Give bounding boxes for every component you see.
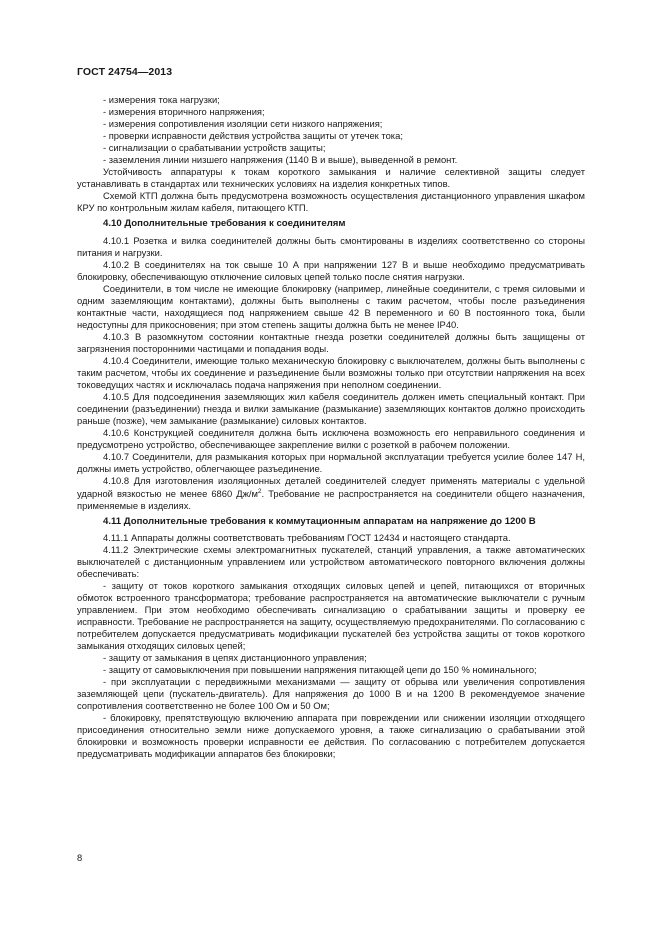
paragraph-remote-circuit-protection: - защиту от замыкания в цепях дистанционного управления; [103,652,367,664]
document-header: ГОСТ 24754—2013 [77,66,173,78]
paragraph-4-10-5: 4.10.5 Для подсоединения заземляющих жил кабеля соединитель должен иметь специальный контакт. При соединении (разъединении) гнезда и вилки замыкание (размыкание) заземляющих контактов должно происходить раньше (позже), чем замыкание (размыкание) силовых контактов. [77,391,585,427]
list-item-secondary-voltage: - измерения вторичного напряжения; [103,106,265,118]
paragraph-stability: Устойчивость аппаратуры к токам короткого замыкания и наличие селективной защиты следует устанавливать в стандартах или технических условиях на изделия конкретных типов. [77,166,585,190]
list-item-insulation-resistance: - измерения сопротивления изоляции сети низкого напряжения; [103,118,383,130]
page-number: 8 [77,852,83,863]
paragraph-interlock: - блокировку, препятствующую включению аппарата при повреждении или снижении изоляции отходящего присоединения относительно земли ниже допускаемого уровня, а также сигнализацию о срабатывании этой блокировки и возможность проверки исправности ее действия. По согласованию с потребителем допускается предусматривать модификации аппаратов без блокировки; [77,712,585,760]
list-item-leakage-protection: - проверки исправности действия устройства защиты от утечек тока; [103,130,403,142]
paragraph-4-10-6: 4.10.6 Конструкцией соединителя должна быть исключена возможность его неправильного соединения и предусмотрено устройство, обеспечивающее закрепление вилки с розеткой в рабочем положении. [77,427,585,451]
paragraph-4-10-8 [77,475,585,511]
paragraph-4-11-1: 4.11.1 Аппараты должны соответствовать требованиям ГОСТ 12434 и настоящего стандарта. [103,531,511,543]
paragraph-short-circuit-protection: - защиту от токов короткого замыкания отходящих силовых цепей и цепей, питающихся от вторичных обмоток встроенного трансформатора; требование распространяется на автоматические выключатели с ручным управлением. При этом необходимо обеспечивать сигнализацию о срабатывании защиты и проверку ее исправности. Требование не распространяется на защиту, осуществляемую предохранителями. По согласованию с потребителем допускается предусматривать модификации пускателей без устройства защиты от токов короткого замыкания отходящих силовых цепей; [77,579,585,652]
list-item-grounding: - заземления линии низшего напряжения (1140 В и выше), выведенной в ремонт. [103,154,458,166]
paragraph-4-10-3: 4.10.3 В разомкнутом состоянии контактные гнезда розетки соединителей должны быть защищены от загрязнения посторонними частицами и попадания воды. [77,330,585,354]
paragraph-4-10-1: 4.10.1 Розетка и вилка соединителей должны быть смонтированы в изделиях соответственно со стороны питания и нагрузки. [77,234,585,258]
paragraph-4-10-2-connectors: Соединители, в том числе не имеющие блокировку (например, линейные соединители, с тремя силовыми и одним заземляющим контактами), должны быть выполнены с таким расчетом, чтобы после разъединения контактные части, находящиеся под напряжением свыше 42 В переменного и 60 В постоянного тока, были недоступны для прикосновения; при этом степень защиты должна быть не менее IP40. [77,282,585,330]
paragraph-4-10-8-tail: . Требование не распространяется на соединители общего назначения, применяемые в изделиях. [77,487,585,511]
paragraph-4-11-2: 4.11.2 Электрические схемы электромагнитных пускателей, станций управления, а также автоматических выключателей с дистанционным управлением или устройством автоматического повторного включения должны обеспечивать: [77,543,585,579]
paragraph-self-switch-off-protection: - защиту от самовыключения при повышении напряжения питающей цепи до 150 % номинального; [103,664,537,676]
paragraph-mobile-equipment: - при эксплуатации с передвижными механизмами — защиту от обрыва или увеличения сопротивления заземляющей цепи (пускатель-двигатель). Для напряжения до 1000 В и на 1200 В рекомендуемое значение сопротивления соответственно не более 100 Ом и 50 Ом; [77,676,585,712]
document-body [77,94,585,761]
paragraph-4-10-8-text: 4.10.8 Для изготовления изоляционных деталей соединителей следует применять материалы с удельной ударной вязкостью не менее 6860 Дж/м [77,475,585,499]
paragraph-remote-control: Схемой КТП должна быть предусмотрена возможность осуществления дистанционного управления шкафом КРУ по контрольным жилам кабеля, питающего КТП. [77,190,585,214]
paragraph-4-10-7: 4.10.7 Соединители, для размыкания которых при нормальной эксплуатации требуется усилие более 147 Н, должны иметь устройство, облегчающее разъединение. [77,451,585,475]
superscript-unit: 2 [257,487,262,495]
list-item-protection-signaling: - сигнализации о срабатывании устройств защиты; [103,142,326,154]
list-item-load-current: - измерения тока нагрузки; [103,94,220,105]
section-heading-4-11: 4.11 Дополнительные требования к коммутационным аппаратам на напряжение до 1200 В [103,515,536,527]
section-heading-4-10: 4.10 Дополнительные требования к соединителям [103,218,346,230]
paragraph-4-10-4: 4.10.4 Соединители, имеющие только механическую блокировку с выключателем, должны быть выполнены с таким расчетом, чтобы их соединение и разъединение были возможны только при отсутствии напряжения на всех токоведущих частях и исключалась подача напряжения при неполном соединении. [77,354,585,391]
paragraph-4-10-2: 4.10.2 В соединителях на ток свыше 10 А при напряжении 127 В и выше необходимо предусматривать блокировку, обеспечивающую отключение силовых цепей только после снятия нагрузки. [77,258,585,282]
